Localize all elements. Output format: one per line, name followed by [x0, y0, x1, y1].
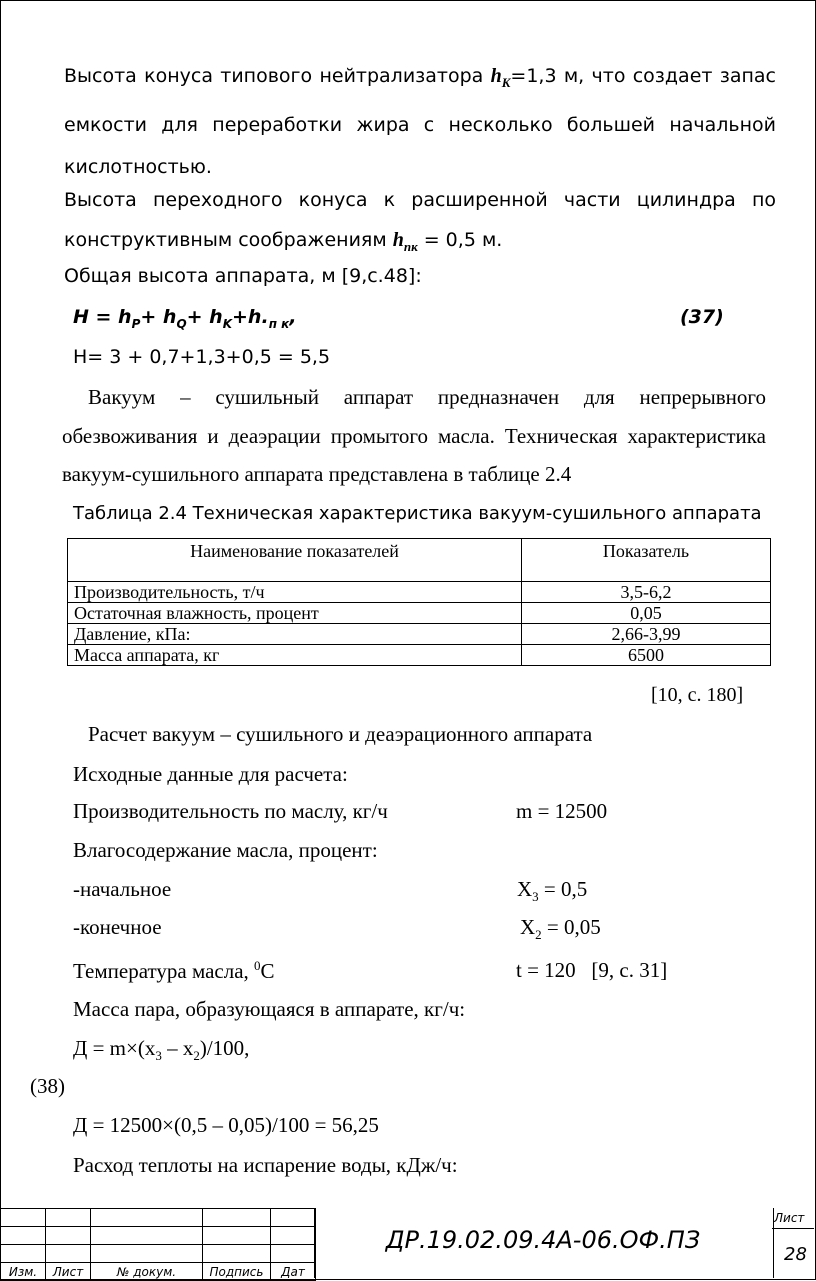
cell-value: 0,05	[522, 603, 771, 624]
table-row	[68, 582, 771, 603]
var-hpk: $h_{пк}$	[392, 229, 418, 254]
col-doc: № докум.	[91, 1263, 203, 1281]
sheet-number: 28	[784, 1244, 807, 1265]
cell-value: 2,66-3,99	[522, 624, 771, 645]
temp-label: Температура масла, $^0$С	[73, 958, 275, 983]
heat-label: Расход теплоты на испарение воды, кДж/ч:	[73, 1153, 458, 1177]
table-caption: Таблица 2.4 Техническая характеристика вакуум-сушильного аппарата	[73, 503, 762, 524]
prod-value: m = 12500	[516, 799, 608, 823]
result-38: Д = 12500×(0,5 – 0,05)/100 = 56,25	[73, 1113, 379, 1137]
moist-label: Влагосодержание масла, процент:	[73, 838, 378, 862]
input-title: Исходные данные для расчета:	[73, 762, 348, 786]
p4-line2: обезвоживания и деаэрации промытого масла. Техническая характеристика	[62, 424, 766, 448]
cell-name: Давление, кПа:	[68, 624, 522, 645]
formula-37-number: (37)	[680, 306, 724, 328]
paragraph-transition-cone: Высота переходного конуса к расширенной части цилиндра по конструктивным соображениям $h_{пк} = 0,5$ м.	[64, 189, 776, 254]
sheet-label: Лист	[774, 1211, 805, 1225]
formula-38: $Д = m\times(x_3 - x_2)/100$,	[73, 1036, 250, 1064]
calc-heading: Расчет вакуум – сушильного и деаэрационного аппарата	[88, 722, 593, 746]
table-header-row	[68, 539, 771, 582]
cell-name: Остаточная влажность, процент	[68, 603, 522, 624]
paragraph-cone-height	[64, 55, 776, 188]
header-name: Наименование показателей	[68, 539, 522, 582]
text-p1: Высота конуса типового нейтрализатора	[64, 65, 491, 87]
table-row	[68, 603, 771, 624]
header-value: Показатель	[522, 539, 771, 582]
p4-line3: вакуум-сушильного аппарата представлена в таблице 2.4	[62, 462, 572, 486]
doc-code: ДР.19.02.09.4А-06.ОФ.ПЗ	[385, 1226, 701, 1254]
cell-name: Производительность, т/ч	[68, 582, 522, 603]
table-row	[68, 645, 771, 666]
cell-value: 3,5-6,2	[522, 582, 771, 603]
stamp-grid	[0, 1208, 316, 1281]
formula-37: $H = h_P+ h_Q+ h_K+h._{п к}$,	[73, 306, 297, 331]
final-value: $X_2 = 0,05$	[520, 915, 601, 943]
spec-table	[67, 538, 771, 666]
formula-38-number: (38)	[30, 1074, 65, 1098]
calc-total-height: H= 3 + 0,7+1,3+0,5 = 5,5	[73, 346, 331, 368]
var-hk: $h_K$	[490, 65, 511, 90]
temp-value: t = 120 [9, с. 31]	[516, 958, 668, 982]
col-list: Лист	[46, 1263, 91, 1281]
initial-value: $X_3 = 0,5$	[517, 877, 588, 905]
col-izm: Изм.	[1, 1263, 46, 1281]
final-label: -конечное	[73, 915, 162, 939]
text-p1-rest: =1,3 м, что создает запас емкости для переработки жира с несколько большей начальной кислотностью.	[64, 65, 776, 178]
table-row	[68, 624, 771, 645]
title-block	[0, 1208, 816, 1280]
cell-name: Масса аппарата, кг	[68, 645, 522, 666]
p4-line1: Вакуум – сушильный аппарат предназначен для непрерывного	[88, 385, 766, 409]
sheet-divider	[772, 1228, 814, 1229]
cell-value: 6500	[522, 645, 771, 666]
col-date: Дат	[271, 1263, 316, 1281]
steam-label: Масса пара, образующаяся в аппарате, кг/ч:	[73, 997, 466, 1021]
paragraph-total-height: Общая высота аппарата, м [9,с.48]:	[64, 265, 422, 287]
initial-label: -начальное	[73, 877, 172, 901]
prod-label: Производительность по маслу, кг/ч	[73, 799, 388, 823]
table-source: [10, с. 180]	[651, 684, 744, 706]
col-sign: Подпись	[203, 1263, 271, 1281]
